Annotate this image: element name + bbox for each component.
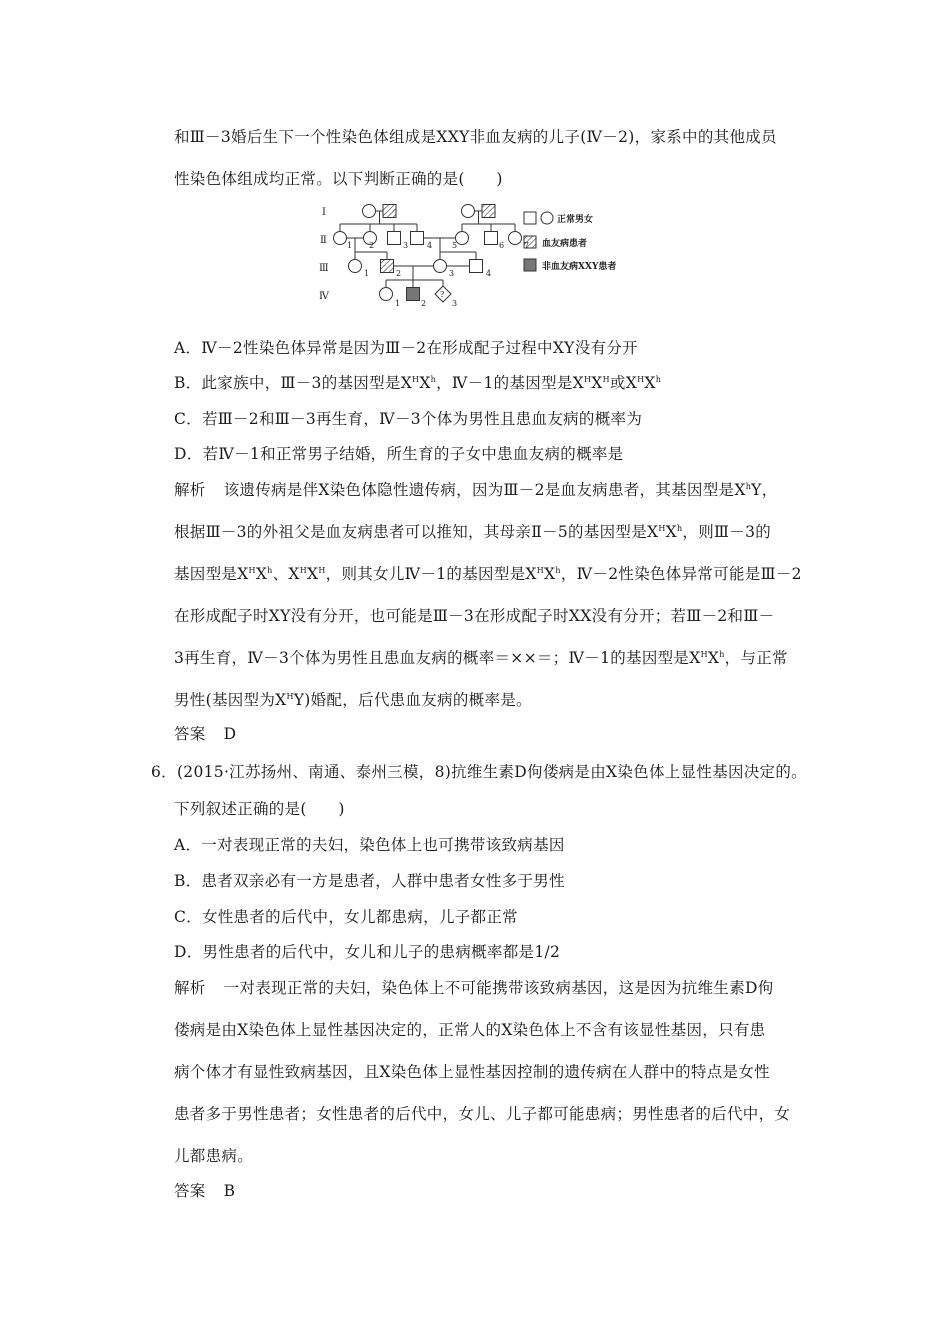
q5-analysis-4: 在形成配子时XY没有分开，也可能是Ⅲ－3在形成配子时XX没有分开；若Ⅲ－2和Ⅲ－ xyxy=(174,607,775,625)
gen-label-3: Ⅲ xyxy=(319,263,329,274)
svg-text:1: 1 xyxy=(364,269,370,278)
q6-analysis-1: 解析 一对表现正常的夫妇，染色体上不可能携带该致病基因，这是因为抗维生素D佝 xyxy=(174,979,774,997)
q6-option-b: B．患者双亲必有一方是患者，人群中患者女性多于男性 xyxy=(174,872,565,890)
gen3-female-3 xyxy=(434,260,447,273)
svg-text:2: 2 xyxy=(421,299,427,308)
q5-stem-line2: 性染色体组成均正常。以下判断正确的是( ) xyxy=(174,170,503,188)
q6-answer: 答案 B xyxy=(174,1182,236,1200)
gen3-male-affected-2 xyxy=(381,260,394,273)
svg-text:3: 3 xyxy=(452,299,458,308)
svg-text:?: ? xyxy=(440,290,445,299)
pedigree-diagram xyxy=(310,198,650,318)
gen2-female-1 xyxy=(334,232,347,245)
svg-text:1: 1 xyxy=(347,241,353,250)
gen2-female-7 xyxy=(509,232,522,245)
svg-text:1: 1 xyxy=(395,299,401,308)
legend-normal-label: 正常男女 xyxy=(557,215,594,225)
q6-option-d: D．男性患者的后代中，女儿和儿子的患病概率都是1/2 xyxy=(174,943,561,961)
q5-stem-line1: 和Ⅲ－3婚后生下一个性染色体组成是XXY非血友病的儿子(Ⅳ－2)，家系中的其他成员 xyxy=(174,128,777,146)
svg-text:6: 6 xyxy=(499,241,505,250)
analysis-label: 解析 xyxy=(174,481,206,499)
gen1-male-affected-4 xyxy=(482,205,495,218)
svg-text:2: 2 xyxy=(396,269,402,278)
svg-text:3: 3 xyxy=(403,241,409,250)
q6-stem-line2: 下列叙述正确的是( ) xyxy=(174,800,345,818)
gen1-male-affected-2 xyxy=(383,205,396,218)
legend-xxy-label: 非血友病XXY患者 xyxy=(542,262,617,272)
legend-normal-male-icon xyxy=(524,212,536,224)
gen-label-1: Ⅰ xyxy=(322,207,326,218)
q6-stem-line1: 6．(2015·江苏扬州、南通、泰州三模，8)抗维生素D佝偻病是由X染色体上显性基因决定的。 xyxy=(151,763,807,781)
gen1-female-3 xyxy=(462,205,475,218)
gen4-male-xxy-2 xyxy=(407,288,420,301)
gen3-female-1 xyxy=(349,260,362,273)
svg-text:3: 3 xyxy=(449,269,455,278)
q5-analysis-1: 解析 该遗传病是伴X染色体隐性遗传病，因为Ⅲ－2是血友病患者，其基因型是$X^hY$， xyxy=(174,481,778,499)
gen3-male-4 xyxy=(470,260,483,273)
q5-option-c: C．若Ⅲ－2和Ⅲ－3再生育，Ⅳ－3个体为男性且患血友病的概率为 xyxy=(174,410,643,428)
gen4-female-1 xyxy=(380,288,393,301)
gen1-female-1 xyxy=(363,205,376,218)
gen-label-4: Ⅳ xyxy=(319,291,329,302)
q5-option-b: B．此家族中，Ⅲ－3的基因型是$X^HX^h$，Ⅳ－1的基因型是$X^HX^H$或$X^HX^h$ xyxy=(174,374,662,392)
q5-analysis-6: 男性(基因型为$X^HY$)婚配，后代患血友病的概率是。 xyxy=(174,691,532,709)
legend-affected-icon xyxy=(524,236,536,248)
svg-text:4: 4 xyxy=(427,241,433,250)
q5-analysis-3: 基因型是$X^HX^h$、$X^HX^H$，则其女儿Ⅳ－1的基因型是$X^HX^h$，Ⅳ－2性染色体异常可能是Ⅲ－2 xyxy=(174,565,802,583)
gen2-male-3 xyxy=(388,232,401,245)
q6-analysis-2: 偻病是由X染色体上显性基因决定的，正常人的X染色体上不含有该显性基因，只有患 xyxy=(174,1021,766,1039)
q5-option-a: A．Ⅳ－2性染色体异常是因为Ⅲ－2在形成配子过程中XY没有分开 xyxy=(174,339,638,357)
svg-text:2: 2 xyxy=(369,241,375,250)
gen2-female-5 xyxy=(456,232,469,245)
q6-option-c: C．女性患者的后代中，女儿都患病，儿子都正常 xyxy=(174,908,518,926)
q5-option-d: D．若Ⅳ－1和正常男子结婚，所生育的子女中患血友病的概率是 xyxy=(174,445,624,463)
gen-label-2: Ⅱ xyxy=(320,235,327,246)
q6-analysis-3: 病个体才有显性致病基因，且X染色体上显性基因控制的遗传病在人群中的特点是女性 xyxy=(174,1063,770,1081)
gen2-male-6 xyxy=(485,232,498,245)
q5-analysis-5: 3再生育，Ⅳ－3个体为男性且患血友病的概率＝××＝；Ⅳ－1的基因型是$X^HX^h$，与正常 xyxy=(174,649,788,667)
q6-analysis-4: 患者多于男性患者；女性患者的后代中，女儿、儿子都可能患病；男性患者的后代中，女 xyxy=(174,1105,791,1123)
q5-analysis-2: 根据Ⅲ－3的外祖父是血友病患者可以推知，其母亲Ⅱ－5的基因型是$X^HX^h$，则Ⅲ－3的 xyxy=(174,523,772,541)
q6-option-a: A．一对表现正常的夫妇，染色体上也可携带该致病基因 xyxy=(174,836,565,854)
q5-answer: 答案 D xyxy=(174,725,237,743)
legend-affected-label: 血友病患者 xyxy=(542,239,588,249)
legend-xxy-icon xyxy=(524,259,536,271)
svg-text:5: 5 xyxy=(452,241,458,250)
legend-normal-female-icon xyxy=(541,212,553,224)
svg-text:4: 4 xyxy=(486,269,492,278)
gen2-male-4 xyxy=(411,232,424,245)
q6-analysis-5: 儿都患病。 xyxy=(174,1147,254,1165)
